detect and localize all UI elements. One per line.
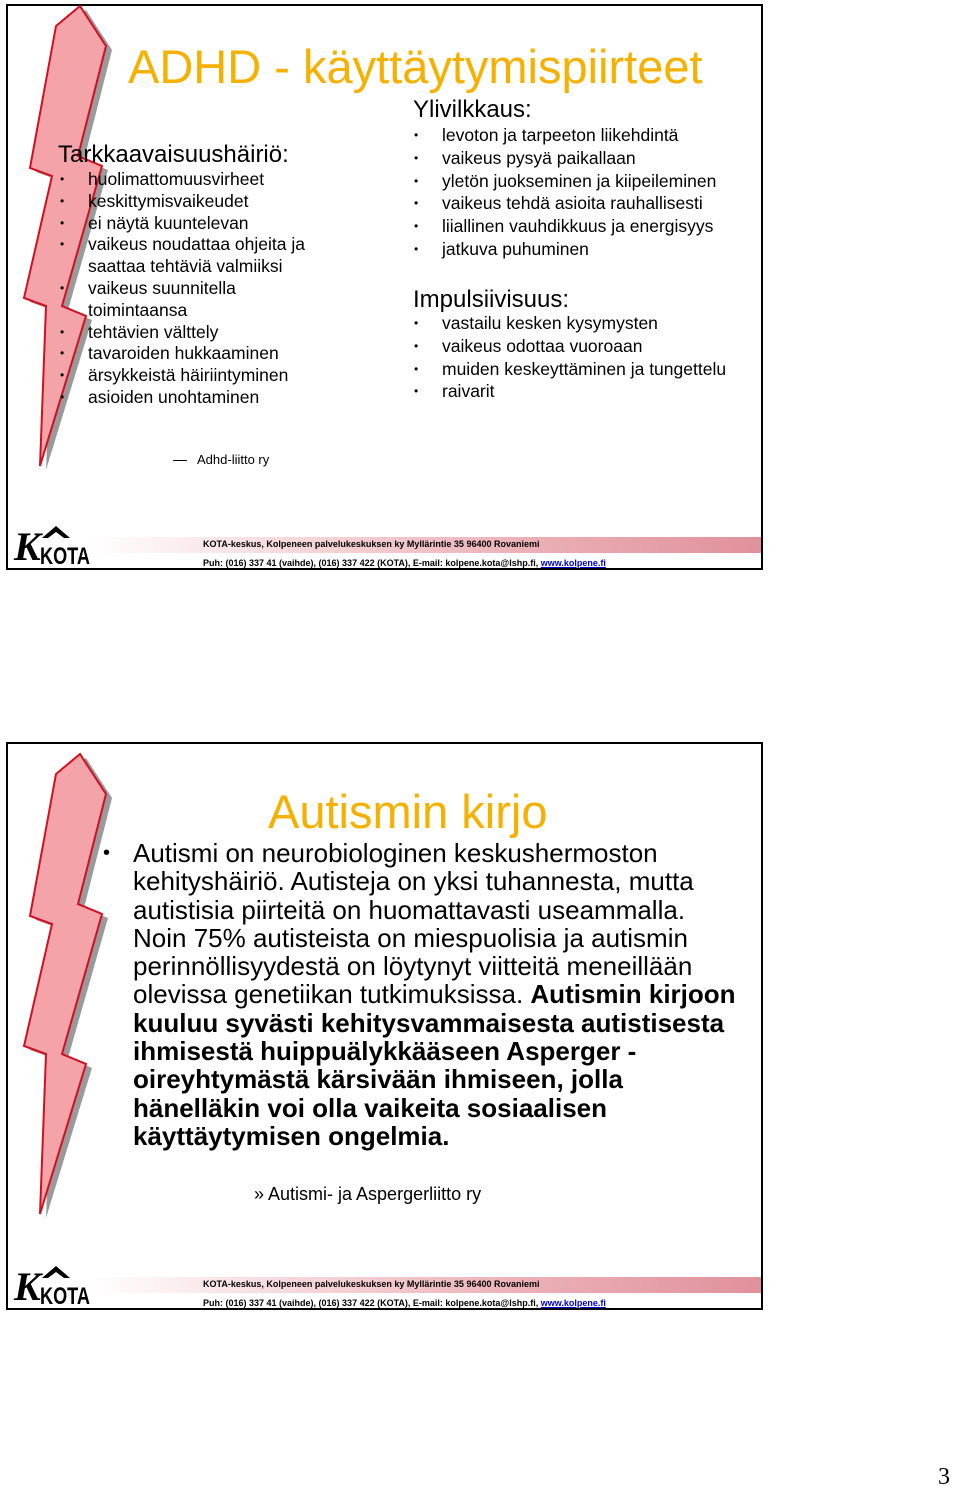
kota-logo (12, 516, 94, 568)
list-item: • vaikeus suunnitella toimintaansa (60, 278, 390, 322)
slide-footer (8, 1246, 761, 1308)
impulsivity-list (414, 312, 726, 403)
slide-autism (6, 742, 763, 1310)
svg-text:KOTA: KOTA (40, 1283, 90, 1310)
autism-paragraph (103, 839, 743, 1150)
list-item: • tavaroiden hukkaaminen (60, 343, 390, 365)
list-item: • keskittymisvaikeudet (60, 191, 390, 213)
footer-address: KOTA-keskus, Kolpeneen palvelukeskuksen ky Myllärintie 35 96400 Rovaniemi (203, 539, 540, 549)
list-item: • muiden keskeyttäminen ja tungettelu (414, 358, 726, 381)
list-item: • tehtävien välttely (60, 322, 390, 344)
inattention-heading: Tarkkaavaisuushäiriö: (58, 141, 289, 168)
list-item: • vaikeus tehdä asioita rauhallisesti (414, 192, 716, 215)
svg-text:K: K (14, 1264, 41, 1309)
footer-contact: Puh: (016) 337 41 (vaihde), (016) 337 422 (KOTA), E-mail: kolpene.kota@lshp.fi, www.kolpene.fi (203, 1298, 606, 1308)
website-link[interactable]: www.kolpene.fi (540, 558, 606, 568)
slide-adhd (6, 4, 763, 570)
list-item: • vaikeus odottaa vuoroaan (414, 335, 726, 358)
list-item: • ei näytä kuuntelevan (60, 213, 390, 235)
lightning-bolt-icon (22, 744, 112, 1224)
kota-logo (12, 1256, 94, 1308)
slide-title: Autismin kirjo (268, 785, 548, 838)
list-item: • liiallinen vauhdikkuus ja energisyys (414, 215, 716, 238)
slide-title: ADHD - käyttäytymispiirteet (128, 40, 703, 93)
impulsivity-heading: Impulsiivisuus: (413, 286, 570, 313)
hyperactivity-list (414, 124, 716, 261)
list-item: • vaikeus pysyä paikallaan (414, 147, 716, 170)
svg-text:KOTA: KOTA (40, 543, 90, 570)
source-credit: » Autismi- ja Aspergerliitto ry (254, 1184, 482, 1204)
footer-address: KOTA-keskus, Kolpeneen palvelukeskuksen ky Myllärintie 35 96400 Rovaniemi (203, 1279, 540, 1289)
inattention-list (60, 169, 390, 409)
list-item: • vastailu kesken kysymysten (414, 312, 726, 335)
list-item: • huolimattomuusvirheet (60, 169, 390, 191)
list-item: • yletön juokseminen ja kiipeileminen (414, 170, 716, 193)
list-item: • vaikeus noudattaa ohjeita ja saattaa tehtäviä valmiiksi (60, 234, 390, 278)
list-item: • levoton ja tarpeeton liikehdintä (414, 124, 716, 147)
slide-footer (8, 506, 761, 568)
list-item: • Autismi on neurobiologinen keskushermoston kehityshäiriö. Autisteja on yksi tuhannesta, mutta autistisia piirteitä on huomattavasti useammalla. Noin 75% autisteista on miespuolisia ja autismin perinnöllisyydestä on löytynyt viitteitä meneillään olevissa genetiikan tutkimuksissa. Autismin kirjoon kuuluu syvästi kehitysvammaisesta autistisesta ihmisestä huippuälykkääseen Asperger -oireyhtymästä kärsivään ihmiseen, jolla hänelläkin voi olla vaikeita sosiaalisen käyttäytymisen ongelmia. (103, 839, 743, 1150)
list-item: • raivarit (414, 380, 726, 403)
list-item: • asioiden unohtaminen (60, 387, 390, 409)
source-credit: Adhd-liitto ry (173, 452, 269, 467)
list-item: • ärsykkeistä häiriintyminen (60, 365, 390, 387)
list-item: • jatkuva puhuminen (414, 238, 716, 261)
page-number: 3 (938, 1464, 950, 1490)
footer-contact: Puh: (016) 337 41 (vaihde), (016) 337 422 (KOTA), E-mail: kolpene.kota@lshp.fi, www.kolpene.fi (203, 558, 606, 568)
svg-text:K: K (14, 524, 41, 569)
hyperactivity-heading: Ylivilkkaus: (413, 96, 532, 123)
website-link[interactable]: www.kolpene.fi (540, 1298, 606, 1308)
